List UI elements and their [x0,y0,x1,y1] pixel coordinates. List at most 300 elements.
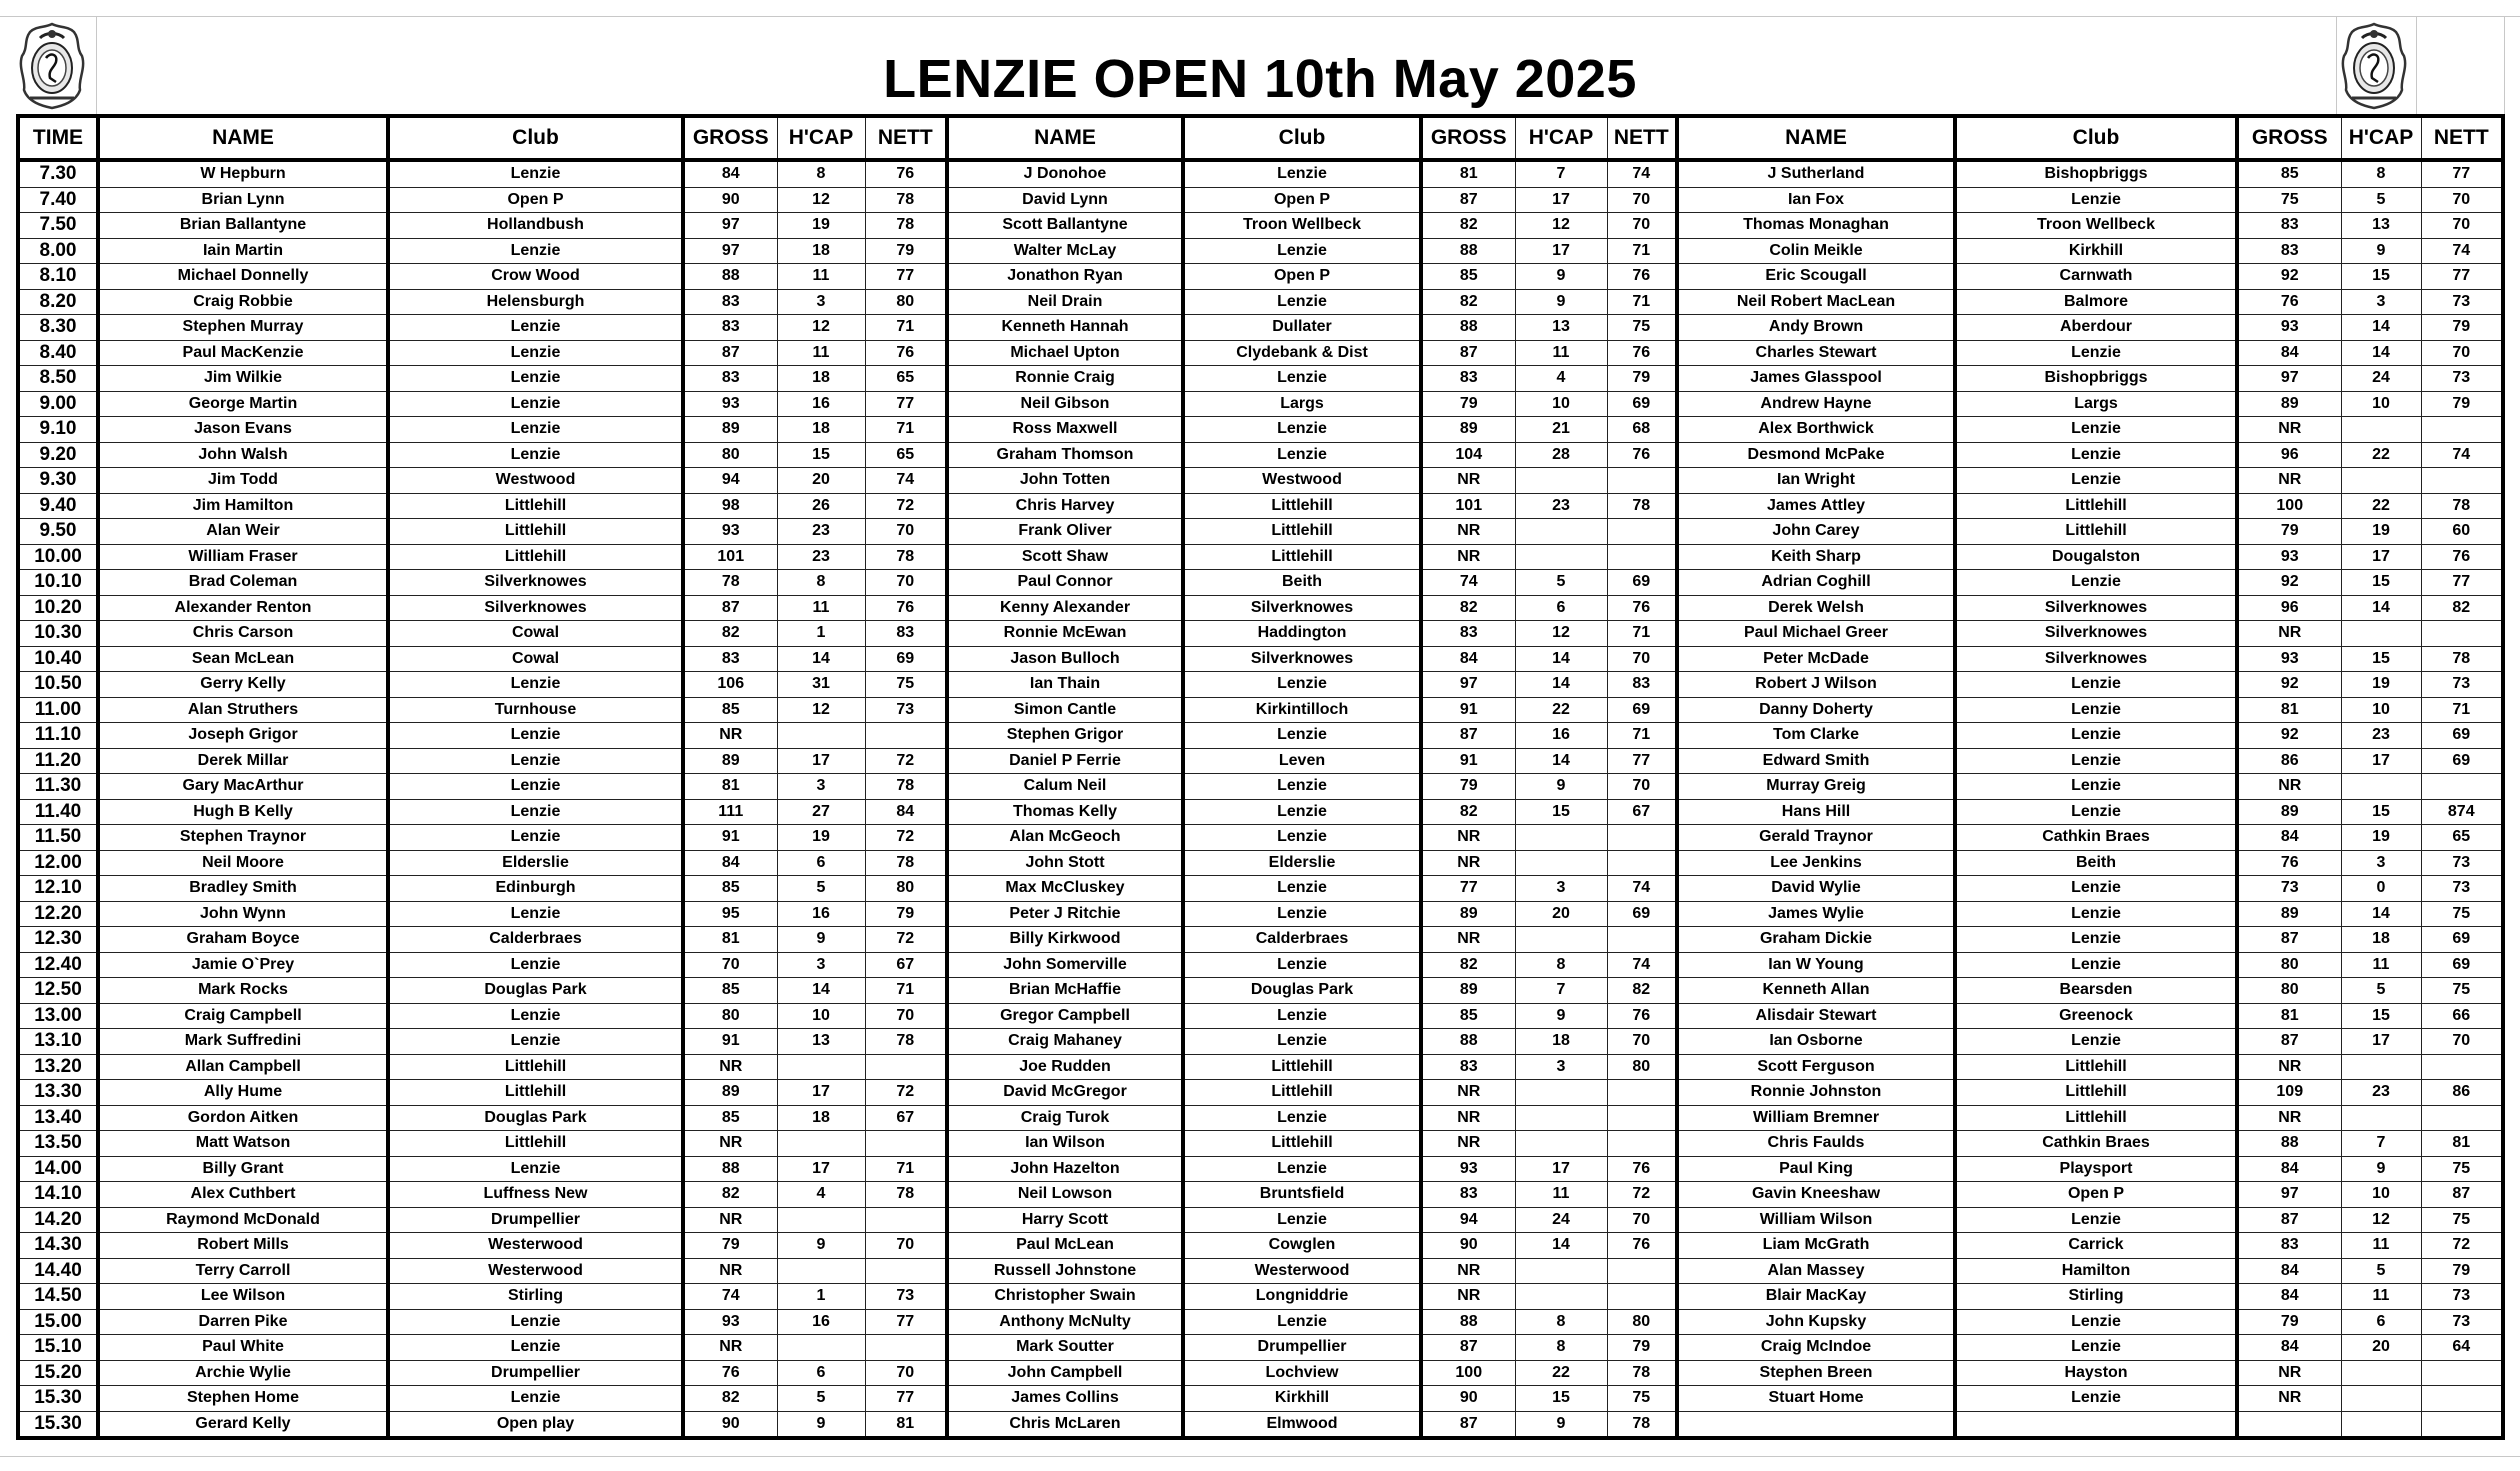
player-gross: 73 [2237,876,2341,902]
tee-time: 14.50 [18,1284,98,1310]
player-nett: 74 [2421,442,2503,468]
player-club: Crow Wood [388,264,683,290]
player-club: Littlehill [388,1080,683,1106]
player-hcap: 4 [1515,366,1607,392]
player-name: Charles Stewart [1677,340,1955,366]
player-hcap: 12 [777,187,865,213]
player-name: James Collins [947,1386,1183,1412]
player-hcap: 3 [777,289,865,315]
gross-header: GROSS [2237,116,2341,160]
table-row [18,825,2503,851]
player-nett [865,1335,947,1361]
player-gross: 89 [2237,901,2341,927]
player-name: Gavin Kneeshaw [1677,1182,1955,1208]
player-name: Paul Connor [947,570,1183,596]
player-nett: 72 [2421,1233,2503,1259]
player-hcap: 3 [1515,1054,1607,1080]
player-name: Stuart Home [1677,1386,1955,1412]
player-club: Westerwood [388,1258,683,1284]
player-club: Elderslie [388,850,683,876]
table-row [18,901,2503,927]
player-hcap: 18 [777,238,865,264]
player-nett: 76 [1607,1003,1677,1029]
player-club: Hamilton [1955,1258,2237,1284]
player-name: Ian Fox [1677,187,1955,213]
tee-time: 9.40 [18,493,98,519]
player-gross: 70 [683,952,777,978]
player-club: Balmore [1955,289,2237,315]
player-gross: 82 [683,1386,777,1412]
player-nett: 70 [865,1003,947,1029]
page-title: LENZIE OPEN 10th May 2025 [883,49,1637,109]
player-gross: 87 [2237,1207,2341,1233]
player-nett: 78 [865,187,947,213]
player-gross: 89 [1421,901,1515,927]
player-name: Peter McDade [1677,646,1955,672]
player-nett: 73 [2421,876,2503,902]
player-gross: 88 [683,264,777,290]
player-club: Lenzie [1183,1309,1421,1335]
player-name: Joseph Grigor [98,723,388,749]
player-gross: 87 [1421,187,1515,213]
player-hcap: 17 [1515,187,1607,213]
player-nett: 75 [2421,901,2503,927]
player-hcap: 17 [777,1156,865,1182]
player-club: Lenzie [388,1029,683,1055]
player-gross: NR [2237,417,2341,443]
hcap-header: H'CAP [777,116,865,160]
player-gross: 88 [683,1156,777,1182]
player-hcap [777,1335,865,1361]
player-hcap: 27 [777,799,865,825]
player-nett: 78 [865,544,947,570]
player-hcap: 9 [777,927,865,953]
player-gross [2237,1411,2341,1438]
player-gross: 91 [1421,697,1515,723]
player-club: Lenzie [1955,748,2237,774]
player-club: Lenzie [1183,1156,1421,1182]
player-club: Calderbraes [1183,927,1421,953]
player-gross: 81 [2237,1003,2341,1029]
player-nett: 78 [865,1029,947,1055]
player-nett: 70 [2421,213,2503,239]
player-club: Hollandbush [388,213,683,239]
player-club: Lenzie [1183,1207,1421,1233]
player-nett [1607,927,1677,953]
player-club: Lenzie [1183,952,1421,978]
player-name: Matt Watson [98,1131,388,1157]
player-hcap [2341,417,2421,443]
player-gross: 80 [683,442,777,468]
player-nett: 81 [2421,1131,2503,1157]
player-nett: 74 [1607,160,1677,187]
player-name: Neil Lowson [947,1182,1183,1208]
player-nett: 77 [2421,160,2503,187]
player-name: Paul White [98,1335,388,1361]
player-gross: 90 [683,1411,777,1438]
player-gross: 87 [683,340,777,366]
player-hcap: 15 [1515,799,1607,825]
player-nett: 76 [865,340,947,366]
player-club: Douglas Park [388,1105,683,1131]
player-gross: 82 [1421,213,1515,239]
player-club: Lenzie [388,442,683,468]
table-row [18,799,2503,825]
tee-time: 12.50 [18,978,98,1004]
player-hcap: 5 [2341,1258,2421,1284]
player-club: Hayston [1955,1360,2237,1386]
player-gross: 93 [2237,544,2341,570]
player-gross: 88 [2237,1131,2341,1157]
player-gross: 97 [1421,672,1515,698]
player-club: Lenzie [1183,901,1421,927]
player-nett: 66 [2421,1003,2503,1029]
player-hcap: 10 [777,1003,865,1029]
player-gross: 101 [1421,493,1515,519]
player-name: Ian Wilson [947,1131,1183,1157]
player-name: Ronnie Johnston [1677,1080,1955,1106]
player-nett: 76 [865,595,947,621]
player-gross: 91 [683,1029,777,1055]
player-nett: 70 [1607,1029,1677,1055]
player-gross: NR [1421,468,1515,494]
player-club: Littlehill [388,544,683,570]
player-club: Silverknowes [1955,646,2237,672]
player-name: Darren Pike [98,1309,388,1335]
player-club: Lenzie [1955,570,2237,596]
player-nett: 77 [1607,748,1677,774]
player-club: Lenzie [388,366,683,392]
player-name: Scott Ballantyne [947,213,1183,239]
player-name: Raymond McDonald [98,1207,388,1233]
player-club: Lenzie [1955,340,2237,366]
player-nett: 74 [865,468,947,494]
player-nett: 65 [865,442,947,468]
player-club: Haddington [1183,621,1421,647]
player-name: Neil Drain [947,289,1183,315]
player-name: Max McCluskey [947,876,1183,902]
player-hcap: 7 [2341,1131,2421,1157]
player-club: Lenzie [1955,723,2237,749]
player-name: Jason Bulloch [947,646,1183,672]
player-hcap: 31 [777,672,865,698]
player-name: Sean McLean [98,646,388,672]
player-name: Terry Carroll [98,1258,388,1284]
tee-time: 7.30 [18,160,98,187]
sheet-bottom-edge [0,1456,2520,1471]
player-name: Thomas Monaghan [1677,213,1955,239]
player-club: Stirling [1955,1284,2237,1310]
player-name: J Donohoe [947,160,1183,187]
player-hcap: 6 [1515,595,1607,621]
player-name: Alexander Renton [98,595,388,621]
player-club: Cowal [388,646,683,672]
player-club: Douglas Park [1183,978,1421,1004]
player-club: Kirkhill [1183,1386,1421,1412]
player-hcap: 12 [1515,621,1607,647]
player-gross: 90 [683,187,777,213]
player-gross: NR [683,723,777,749]
player-club: Westwood [388,468,683,494]
player-hcap: 5 [777,876,865,902]
player-gross: 88 [1421,315,1515,341]
player-name: Scott Shaw [947,544,1183,570]
player-nett: 65 [2421,825,2503,851]
player-club: Littlehill [1955,519,2237,545]
player-gross: 87 [1421,1411,1515,1438]
player-hcap: 17 [2341,544,2421,570]
player-hcap: 15 [2341,646,2421,672]
table-row [18,646,2503,672]
player-nett: 80 [865,876,947,902]
player-gross: 83 [683,366,777,392]
player-nett: 73 [865,697,947,723]
player-nett [1607,825,1677,851]
player-hcap: 18 [777,366,865,392]
player-name: Hugh B Kelly [98,799,388,825]
player-club: Lenzie [388,774,683,800]
player-gross: 83 [683,646,777,672]
player-club: Littlehill [388,1054,683,1080]
tee-time: 12.10 [18,876,98,902]
player-nett: 74 [1607,952,1677,978]
tee-time: 8.00 [18,238,98,264]
player-nett: 76 [1607,340,1677,366]
table-row [18,595,2503,621]
player-gross: NR [2237,774,2341,800]
player-hcap: 14 [777,978,865,1004]
player-club: Elderslie [1183,850,1421,876]
player-gross: 76 [2237,289,2341,315]
player-hcap: 3 [1515,876,1607,902]
player-name: Craig Turok [947,1105,1183,1131]
tee-time: 8.20 [18,289,98,315]
player-nett: 70 [1607,1207,1677,1233]
player-gross: 92 [2237,264,2341,290]
player-nett: 64 [2421,1335,2503,1361]
player-club: Lenzie [388,901,683,927]
player-name: Keith Sharp [1677,544,1955,570]
player-hcap [1515,1258,1607,1284]
table-row [18,774,2503,800]
tee-time: 8.10 [18,264,98,290]
name-header: NAME [947,116,1183,160]
player-club: Douglas Park [388,978,683,1004]
player-gross: 104 [1421,442,1515,468]
player-name: Stephen Murray [98,315,388,341]
player-nett: 73 [2421,1309,2503,1335]
player-name: John Kupsky [1677,1309,1955,1335]
player-nett: 76 [1607,1233,1677,1259]
player-gross: 90 [1421,1386,1515,1412]
player-club: Drumpellier [1183,1335,1421,1361]
player-gross: 80 [2237,978,2341,1004]
player-nett: 71 [865,1156,947,1182]
player-nett: 73 [2421,850,2503,876]
player-nett: 69 [1607,697,1677,723]
player-club: Lenzie [1183,160,1421,187]
player-club: Open P [1183,264,1421,290]
player-name: Tom Clarke [1677,723,1955,749]
tee-time: 13.10 [18,1029,98,1055]
player-name: Graham Thomson [947,442,1183,468]
player-gross: 80 [683,1003,777,1029]
player-club: Lenzie [1955,927,2237,953]
player-hcap: 18 [1515,1029,1607,1055]
player-hcap: 19 [777,213,865,239]
player-name: Walter McLay [947,238,1183,264]
nett-header: NETT [1607,116,1677,160]
tee-time: 14.30 [18,1233,98,1259]
player-name: Mark Rocks [98,978,388,1004]
player-hcap: 5 [777,1386,865,1412]
player-name: Alisdair Stewart [1677,1003,1955,1029]
player-hcap: 4 [777,1182,865,1208]
player-nett [2421,417,2503,443]
player-name: Robert Mills [98,1233,388,1259]
player-club: Silverknowes [388,570,683,596]
player-club: Lenzie [388,799,683,825]
player-club: Lenzie [1955,1335,2237,1361]
table-row [18,187,2503,213]
player-gross: 96 [2237,595,2341,621]
player-hcap: 14 [1515,646,1607,672]
player-nett: 83 [1607,672,1677,698]
player-hcap: 3 [2341,850,2421,876]
player-gross: 87 [2237,1029,2341,1055]
player-hcap: 22 [1515,1360,1607,1386]
player-hcap [2341,1360,2421,1386]
player-club: Lenzie [1183,417,1421,443]
table-row [18,1003,2503,1029]
player-name: Alan Struthers [98,697,388,723]
player-name: Alex Cuthbert [98,1182,388,1208]
player-club: Lenzie [1955,672,2237,698]
player-club: Lenzie [1955,1386,2237,1412]
player-hcap: 15 [2341,570,2421,596]
player-nett [865,1207,947,1233]
player-hcap: 5 [2341,978,2421,1004]
name-header: NAME [1677,116,1955,160]
player-gross: 96 [2237,442,2341,468]
player-nett [865,1054,947,1080]
player-name: Iain Martin [98,238,388,264]
player-name: George Martin [98,391,388,417]
player-gross: 89 [2237,391,2341,417]
player-hcap: 28 [1515,442,1607,468]
player-nett [865,723,947,749]
player-name: Alan McGeoch [947,825,1183,851]
player-club: Bishopbriggs [1955,160,2237,187]
player-nett: 77 [865,1386,947,1412]
player-club: Dougalston [1955,544,2237,570]
player-club: Open P [1183,187,1421,213]
player-club: Littlehill [1183,1131,1421,1157]
tee-time: 9.20 [18,442,98,468]
player-hcap: 3 [2341,289,2421,315]
player-club: Kirkhill [1955,238,2237,264]
tee-time: 8.50 [18,366,98,392]
player-hcap: 15 [777,442,865,468]
player-hcap: 19 [2341,672,2421,698]
player-nett: 79 [1607,366,1677,392]
player-name: Scott Ferguson [1677,1054,1955,1080]
player-hcap: 23 [2341,1080,2421,1106]
player-club: Edinburgh [388,876,683,902]
player-nett [2421,1411,2503,1438]
table-row [18,238,2503,264]
player-hcap: 24 [2341,366,2421,392]
player-club: Littlehill [1955,1054,2237,1080]
player-gross: 93 [683,391,777,417]
player-name: Desmond McPake [1677,442,1955,468]
player-hcap: 22 [2341,493,2421,519]
player-hcap: 20 [777,468,865,494]
player-hcap: 15 [2341,1003,2421,1029]
player-name [1677,1411,1955,1438]
player-club: Littlehill [388,519,683,545]
tee-time: 14.00 [18,1156,98,1182]
player-name: Ross Maxwell [947,417,1183,443]
player-club: Lochview [1183,1360,1421,1386]
player-name: Neil Gibson [947,391,1183,417]
player-nett: 87 [2421,1182,2503,1208]
nett-header: NETT [2421,116,2503,160]
player-name: Craig Robbie [98,289,388,315]
tee-time: 7.40 [18,187,98,213]
player-name: Ian Wright [1677,468,1955,494]
player-club: Lenzie [1183,1105,1421,1131]
table-row [18,672,2503,698]
player-club: Leven [1183,748,1421,774]
club-header: Club [388,116,683,160]
player-gross: 86 [2237,748,2341,774]
player-name: Hans Hill [1677,799,1955,825]
player-name: Jim Wilkie [98,366,388,392]
table-row [18,1360,2503,1386]
player-club: Silverknowes [1955,621,2237,647]
player-gross: 76 [2237,850,2341,876]
player-club: Longniddrie [1183,1284,1421,1310]
table-row [18,519,2503,545]
player-gross: 85 [683,1105,777,1131]
table-row [18,1258,2503,1284]
player-hcap: 9 [1515,1003,1607,1029]
player-gross: NR [1421,850,1515,876]
player-name: Simon Cantle [947,697,1183,723]
player-gross: 84 [2237,1284,2341,1310]
player-club: Westerwood [388,1233,683,1259]
player-hcap: 16 [777,901,865,927]
player-club: Drumpellier [388,1360,683,1386]
player-hcap: 11 [777,264,865,290]
player-nett: 71 [1607,238,1677,264]
tee-time: 14.10 [18,1182,98,1208]
player-nett: 84 [865,799,947,825]
player-hcap: 8 [1515,1309,1607,1335]
player-gross: 79 [2237,1309,2341,1335]
table-row [18,978,2503,1004]
player-gross: 94 [683,468,777,494]
player-gross: 106 [683,672,777,698]
player-nett: 71 [1607,621,1677,647]
table-row [18,1207,2503,1233]
tee-time: 11.50 [18,825,98,851]
player-name: Bradley Smith [98,876,388,902]
player-gross: 77 [1421,876,1515,902]
player-name: Brian McHaffie [947,978,1183,1004]
player-hcap [1515,468,1607,494]
